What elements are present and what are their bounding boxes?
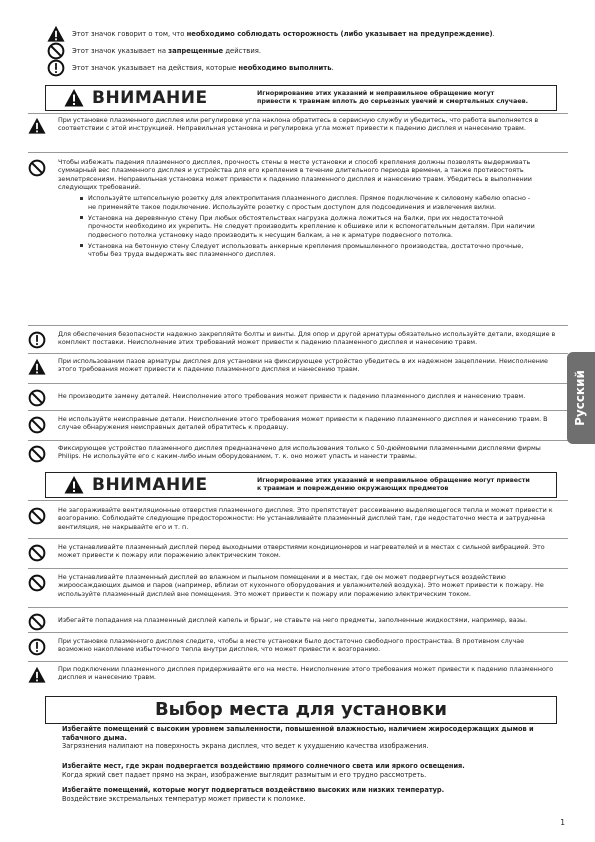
caution-item-1: Не загораживайте вентиляционные отверстия плазменного дисплея. Это препятствует рассеиванию выделяющегося тепла и может привести к возгоранию. Соблюдайте следующие предосторожности: Не устанавливайте плазменный дисплей там, где недостаточно места и затруднена вентиляция, не накрывайте его и т. п. bbox=[28, 506, 568, 531]
warning-banner bbox=[45, 85, 557, 111]
mandatory-icon bbox=[28, 638, 46, 656]
prohibited-icon bbox=[28, 416, 46, 434]
section-title: Выбор места для установки bbox=[45, 696, 557, 724]
language-tab: Русский bbox=[567, 352, 595, 444]
prohibited-icon bbox=[28, 613, 46, 631]
warning-triangle-icon bbox=[28, 666, 46, 684]
legend-warning: Этот значок говорит о том, что необходимо соблюдать осторожность (либо указывает на предупреждение). bbox=[47, 25, 495, 43]
warning-triangle-icon bbox=[64, 475, 84, 495]
warning-title: ВНИМАНИЕ bbox=[92, 87, 208, 108]
caution-title: ВНИМАНИЕ bbox=[92, 474, 208, 495]
list-item: Используйте штепсельную розетку для электропитания плазменного дисплея. Прямое подключение к силовому кабелю опасно - не применяйте такое подключение. Используйте розетку с простым доступом для подсоединения и извлечения вилки. bbox=[80, 194, 540, 211]
caution-item-6: При подключении плазменного дисплея придерживайте его на месте. Неисполнение этого требования может привести к падению плазменного дисплея и нанесению травм. bbox=[28, 665, 568, 684]
list-item: Установка на деревянную стену При любых обстоятельствах нагрузка должна ложиться на балки, при их недостаточной прочности необходимо их укрепить. Не следует производить крепление к обшивке или к вспомогательным деталям. При наличии подвесного потолка установку надо производить к несущим балкам, а не к арматуре подвесного потолка. bbox=[80, 214, 540, 239]
legend-prohibited: Этот значок указывает на запрещенные действия. bbox=[47, 42, 261, 60]
caution-item-4: Избегайте попадания на плазменный дисплей капель и брызг, не ставьте на него предметы, заполненные жидкостями, например, вазы. bbox=[28, 612, 568, 631]
legend-mandatory: Этот значок указывает на действия, которые необходимо выполнить. bbox=[47, 59, 334, 77]
caution-item-2: Не устанавливайте плазменный дисплей перед выходными отверстиями кондиционеров и нагревателей и в местах с сильной вибрацией. Это может привести к пожару или поражению электрическим током. bbox=[28, 543, 568, 562]
placement-item-2: Избегайте мест, где экран подвергается воздействию прямого солнечного света или яркого освещения. Когда яркий свет падает прямо на экран, изображение выглядит размытым и его трудно рассмотреть. bbox=[62, 762, 465, 779]
warning-item-6: Не используйте неисправные детали. Неисполнение этого требования может привести к падению плазменного дисплея и нанесению травм. В случае обнаружения неисправных деталей обратитесь к продавцу. bbox=[28, 415, 568, 434]
caution-desc: Игнорирование этих указаний и неправильное обращение могут привести к травмам и повреждению окружающих предметов bbox=[257, 476, 530, 492]
warning-triangle-icon bbox=[47, 25, 65, 43]
prohibited-icon bbox=[28, 445, 46, 463]
placement-item-3: Избегайте помещений, которые могут подвергаться воздействию высоких или низких температур. Воздействие экстремальных температур может привести к поломке. bbox=[62, 786, 445, 803]
warning-item-5: Не производите замену деталей. Неисполнение этого требования может привести к падению плазменного дисплея и нанесению травм. bbox=[28, 388, 568, 407]
warning-item-3: Для обеспечения безопасности надежно закрепляйте болты и винты. Для опор и другой арматуры обязательно используйте детали, входящие в комплект поставки. Неисполнение этих требований может привести к падению плазменного дисплея и нанесению травм. bbox=[28, 330, 568, 349]
warning-item-1: При установке плазменного дисплея или регулировке угла наклона обратитесь в сервисную службу и убедитесь, что работа выполняется в соответствии с этой инструкцией. Неправильная установка и регулировка угла может привести к падению дисплея и нанесению травм. bbox=[28, 116, 568, 135]
mounting-requirements-list bbox=[80, 194, 540, 258]
prohibited-icon bbox=[47, 42, 65, 60]
prohibited-icon bbox=[28, 159, 46, 177]
warning-triangle-icon bbox=[28, 117, 46, 135]
mandatory-icon bbox=[28, 331, 46, 349]
page-number: 1 bbox=[560, 818, 565, 828]
prohibited-icon bbox=[28, 507, 46, 525]
prohibited-icon bbox=[28, 574, 46, 592]
mandatory-icon bbox=[47, 59, 65, 77]
caution-item-5: При установке плазменного дисплея следите, чтобы в месте установки было достаточно свободного пространства. В противном случае возможно накопление избыточного тепла внутри дисплея, что может привести к возгоранию. bbox=[28, 637, 568, 656]
warning-triangle-icon bbox=[64, 88, 84, 108]
prohibited-icon bbox=[28, 544, 46, 562]
warning-item-2: Чтобы избежать падения плазменного дисплея, прочность стены в месте установки и способ крепления должны позволять выдерживать суммарный вес плазменного дисплея и устройства для его крепления в течение длительного периода времени, а также противостоять землетрясениям. Неправильная установка может привести к падению плазменного дисплея и нанесению травм. Убедитесь в выполнении следующих требований. Используйте штепсельную розетку для электропитания плазменного дисплея. Прямое подключение к силовому кабелю опасно - не применяйте такое подключение. Используйте розетку с простым доступом для подсоединения и извлечения вилки. Установка на деревянную стену При любых обстоятельствах нагрузка должна ложиться на балки, при их недостаточной прочности необходимо их укрепить. Не следует производить крепление к обшивке или к вспомогательным деталям. При наличии подвесного потолка установку надо производить к несущим балкам, а не к арматуре подвесного потолка. Установка на бетонную стену Следует использовать анкерные крепления промышленного производства, достаточно прочные, чтобы без труда выдержать вес плазменного дисплея. bbox=[28, 158, 568, 262]
caution-item-3: Не устанавливайте плазменный дисплей во влажном и пыльном помещении и в местах, где он может подвергнуться воздействию жироосаждающих дымов и паров (например, вблизи от кухонного оборудования и увлажнителей воздуха). Это может привести к пожару. Не используйте плазменный дисплей вне помещения. Это может привести к пожару или поражению электрическим током. bbox=[28, 573, 568, 598]
prohibited-icon bbox=[28, 389, 46, 407]
placement-item-1: Избегайте помещений с высоким уровнем запыленности, повышенной влажностью, наличием жиросодержащих дымов и табачного дыма. Загрязнения налипают на поверхность экрана дисплея, что ведет к ухудшению качества изображения. bbox=[62, 725, 534, 751]
warning-item-7: Фиксирующее устройство плазменного дисплея предназначено для использования только с 50-дюймовыми плазменными дисплеями фирмы Philips. Не используйте его с каким-либо иным оборудованием, т. к. оно может упасть и нанести травмы. bbox=[28, 444, 568, 463]
caution-banner bbox=[45, 472, 557, 498]
warning-desc: Игнорирование этих указаний и неправильное обращение могут привести к травмам вплоть до серьезных увечий и смертельных случаев. bbox=[257, 89, 528, 105]
list-item: Установка на бетонную стену Следует использовать анкерные крепления промышленного производства, достаточно прочные, чтобы без труда выдержать вес плазменного дисплея. bbox=[80, 242, 540, 259]
warning-triangle-icon bbox=[28, 358, 46, 376]
warning-item-4: При использовании пазов арматуры дисплея для установки на фиксирующее устройство убедитесь в их надежном зацеплении. Неисполнение этого требования может привести к падению плазменного дисплея и нанесению травм. bbox=[28, 357, 568, 376]
